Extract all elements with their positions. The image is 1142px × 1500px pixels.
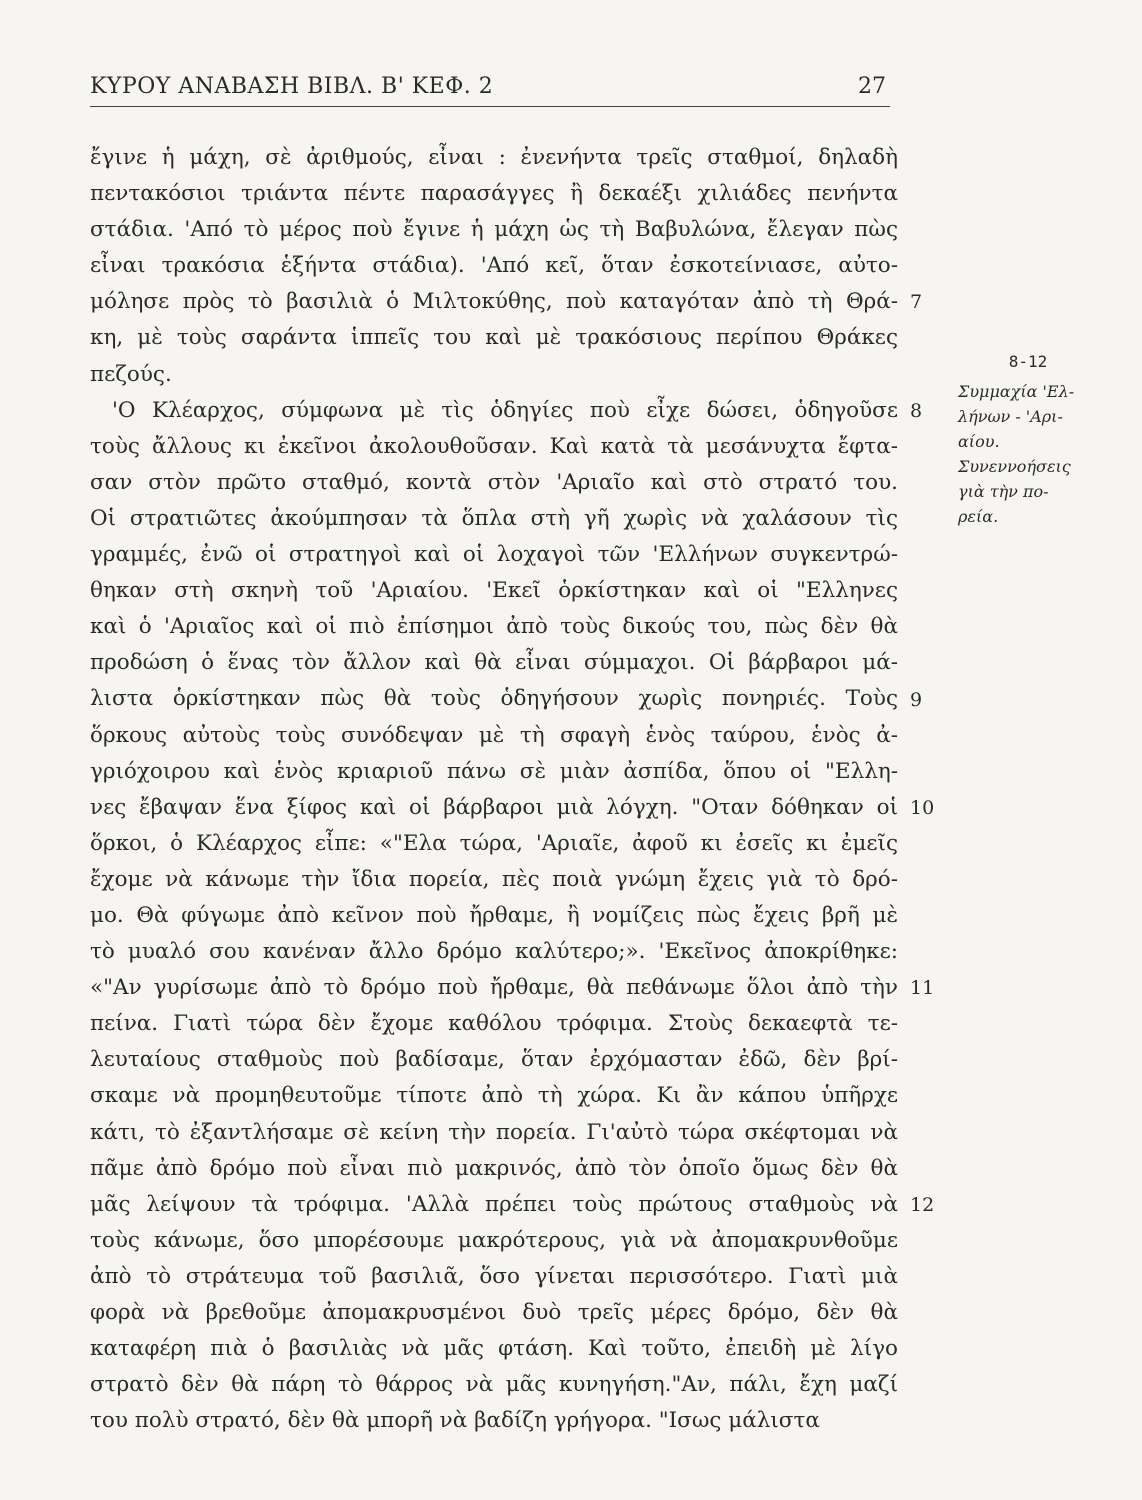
text-line: γριόχοιρου καὶ ἑνὸς κριαριοῦ πάνω σὲ μιὰν ἀσπίδα, ὅπου οἱ "Ελλη- [90, 758, 898, 784]
section-number: 7 [910, 291, 923, 314]
text-line: πείνα. Γιατὶ τώρα δὲν ἔχομε καθόλου τρόφιμα. Στοὺς δεκαεφτὰ τε- [90, 1011, 898, 1037]
text-line: προδώση ὁ ἕνας τὸν ἄλλον καὶ θὰ εἶναι σύμμαχοι. Οἱ βάρβαροι μά- [90, 650, 898, 676]
text-line: τὸ μυαλό σου κανέναν ἄλλο δρόμο καλύτερο;». 'Εκεῖνος ἀποκρίθηκε: [90, 939, 898, 965]
text-line: ἔχομε νὰ κάνωμε τὴν ἴδια πορεία, πὲς ποιὰ γνώμη ἔχεις γιὰ τὸ δρό- [90, 866, 898, 892]
margin-note-line: γιὰ τὴν πο- [958, 482, 1049, 501]
running-title: ΚΥΡΟΥ ΑΝΑΒΑΣΗ ΒΙΒΛ. Β' ΚΕΦ. 2 [90, 74, 494, 99]
text-line: τοὺς ἄλλους κι ἐκεῖνοι ἀκολουθοῦσαν. Καὶ κατὰ τὰ μεσάνυχτα ἔφτα- [90, 433, 898, 459]
text-line: κη, μὲ τοὺς σαράντα ἱππεῖς του καὶ μὲ τρακόσιους περίπου Θράκες [90, 325, 898, 351]
section-number: 10 [910, 796, 935, 819]
text-line: νες ἔβαψαν ἕνα ξίφος καὶ οἱ βάρβαροι μιὰ λόγχη. "Οταν δόθηκαν οἱ [90, 794, 898, 820]
text-line: καταφέρη πιὰ ὁ βασιλιὰς νὰ μᾶς φτάση. Καὶ τοῦτο, ἐπειδὴ μὲ λίγο [90, 1336, 898, 1362]
text-line: λευταίους σταθμοὺς ποὺ βαδίσαμε, ὅταν ἐρχόμασταν ἐδῶ, δὲν βρί- [90, 1047, 898, 1073]
text-line: λιστα ὁρκίστηκαν πὼς θὰ τοὺς ὁδηγήσουν χωρὶς πονηριές. Τοὺς [90, 686, 898, 712]
text-line: πᾶμε ἀπὸ δρόμο ποὺ εἶναι πιὸ μακρινός, ἀπὸ τὸν ὁποῖο ὅμως δὲν θὰ [90, 1155, 898, 1181]
margin-note-text [958, 379, 1108, 529]
text-line: πεντακόσιοι τριάντα πέντε παρασάγγες ἢ δεκαέξι χιλιάδες πενήντα [90, 181, 898, 207]
margin-note-line: αίου. [958, 432, 1000, 451]
text-line: κάτι, τὸ ἐξαντλήσαμε σὲ κείνη τὴν πορεία. Γι'αὐτὸ τώρα σκέφτομαι νὰ [90, 1119, 898, 1145]
text-line: ὅρκοι, ὁ Κλέαρχος εἶπε: «"Ελα τώρα, 'Αριαῖε, ἀφοῦ κι ἐσεῖς κι ἐμεῖς [90, 830, 898, 856]
text-line: μᾶς λείψουν τὰ τρόφιμα. 'Αλλὰ πρέπει τοὺς πρώτους σταθμοὺς νὰ [90, 1191, 898, 1217]
margin-note-line: Συμμαχία 'Ελ- [958, 382, 1075, 401]
text-line: του πολὺ στρατό, δὲν θὰ μπορῆ νὰ βαδίζη γρήγορα. "Ισως μάλιστα [90, 1408, 820, 1434]
text-line: θηκαν στὴ σκηνὴ τοῦ 'Αριαίου. 'Εκεῖ ὁρκίστηκαν καὶ οἱ "Ελληνες [90, 578, 898, 604]
text-line: ἀπὸ τὸ στράτευμα τοῦ βασιλιᾶ, ὅσο γίνεται περισσότερο. Γιατὶ μιὰ [90, 1263, 898, 1289]
text-line: στάδια. 'Από τὸ μέρος ποὺ ἔγινε ἡ μάχη ὡς τὴ Βαβυλώνα, ἔλεγαν πὼς [90, 217, 898, 243]
text-line: ὅρκους αὐτοὺς τοὺς συνόδεψαν μὲ τὴ σφαγὴ ἑνὸς ταύρου, ἑνὸς ἀ- [90, 722, 898, 748]
body-text [90, 140, 898, 1439]
margin-note-line: ρεία. [958, 507, 999, 526]
section-number: 8 [910, 399, 923, 422]
text-line: φορὰ νὰ βρεθοῦμε ἀπομακρυσμένοι δυὸ τρεῖς μέρες δρόμο, δὲν θὰ [90, 1300, 898, 1325]
margin-note-range: 8-12 [1008, 352, 1048, 371]
text-line: «"Αν γυρίσωμε ἀπὸ τὸ δρόμο ποὺ ἤρθαμε, θὰ πεθάνωμε ὅλοι ἀπὸ τὴν [90, 975, 898, 1001]
section-number: 9 [910, 688, 923, 711]
text-line: μο. Θὰ φύγωμε ἀπὸ κεῖνον ποὺ ἤρθαμε, ἢ νομίζεις πὼς ἔχεις βρῆ μὲ [90, 902, 898, 928]
page-number: 27 [858, 74, 886, 99]
margin-note-line: Συνεννοήσεις [958, 457, 1071, 476]
text-line: τοὺς κάνωμε, ὅσο μπορέσουμε μακρότερους, γιὰ νὰ ἀπομακρυνθοῦμε [90, 1227, 898, 1253]
text-line: καὶ ὁ 'Αριαῖος καὶ οἱ πιὸ ἐπίσημοι ἀπὸ τοὺς δικούς του, πὼς δὲν θὰ [90, 614, 898, 640]
margin-note [958, 352, 1108, 529]
text-line: 'Ο Κλέαρχος, σύμφωνα μὲ τὶς ὁδηγίες ποὺ εἶχε δώσει, ὁδηγοῦσε [112, 397, 898, 423]
section-number: 12 [910, 1193, 935, 1216]
text-line: μόλησε πρὸς τὸ βασιλιὰ ὁ Μιλτοκύθης, ποὺ καταγόταν ἀπὸ τὴ Θρά- [90, 289, 898, 315]
text-line: Οἱ στρατιῶτες ἀκούμπησαν τὰ ὅπλα στὴ γῆ χωρὶς νὰ χαλάσουν τὶς [90, 505, 898, 531]
text-line: γραμμές, ἐνῶ οἱ στρατηγοὶ καὶ οἱ λοχαγοὶ τῶν 'Ελλήνων συγκεντρώ- [90, 542, 898, 568]
margin-note-line: λήνων - 'Αρι- [958, 407, 1063, 426]
text-line: ἔγινε ἡ μάχη, σὲ ἀριθμούς, εἶναι : ἐνενήντα τρεῖς σταθμοί, δηλαδὴ [90, 145, 898, 170]
text-line: σκαμε νὰ προμηθευτοῦμε τίποτε ἀπὸ τὴ χώρα. Κι ἂν κάπου ὑπῆρχε [90, 1083, 898, 1109]
text-line: σαν στὸν πρῶτο σταθμό, κοντὰ στὸν 'Αριαῖο καὶ στὸ στρατό του. [90, 469, 898, 495]
text-line: πεζούς. [90, 361, 172, 387]
text-line: στρατὸ δὲν θὰ πάρη τὸ θάρρος νὰ μᾶς κυνηγήση."Αν, πάλι, ἔχη μαζί [90, 1372, 898, 1398]
section-number: 11 [910, 977, 935, 1000]
running-head [90, 72, 890, 107]
text-line: εἶναι τρακόσια ἑξήντα στάδια). 'Από κεῖ, ὅταν ἐσκοτείνιασε, αὐτο- [90, 253, 898, 279]
